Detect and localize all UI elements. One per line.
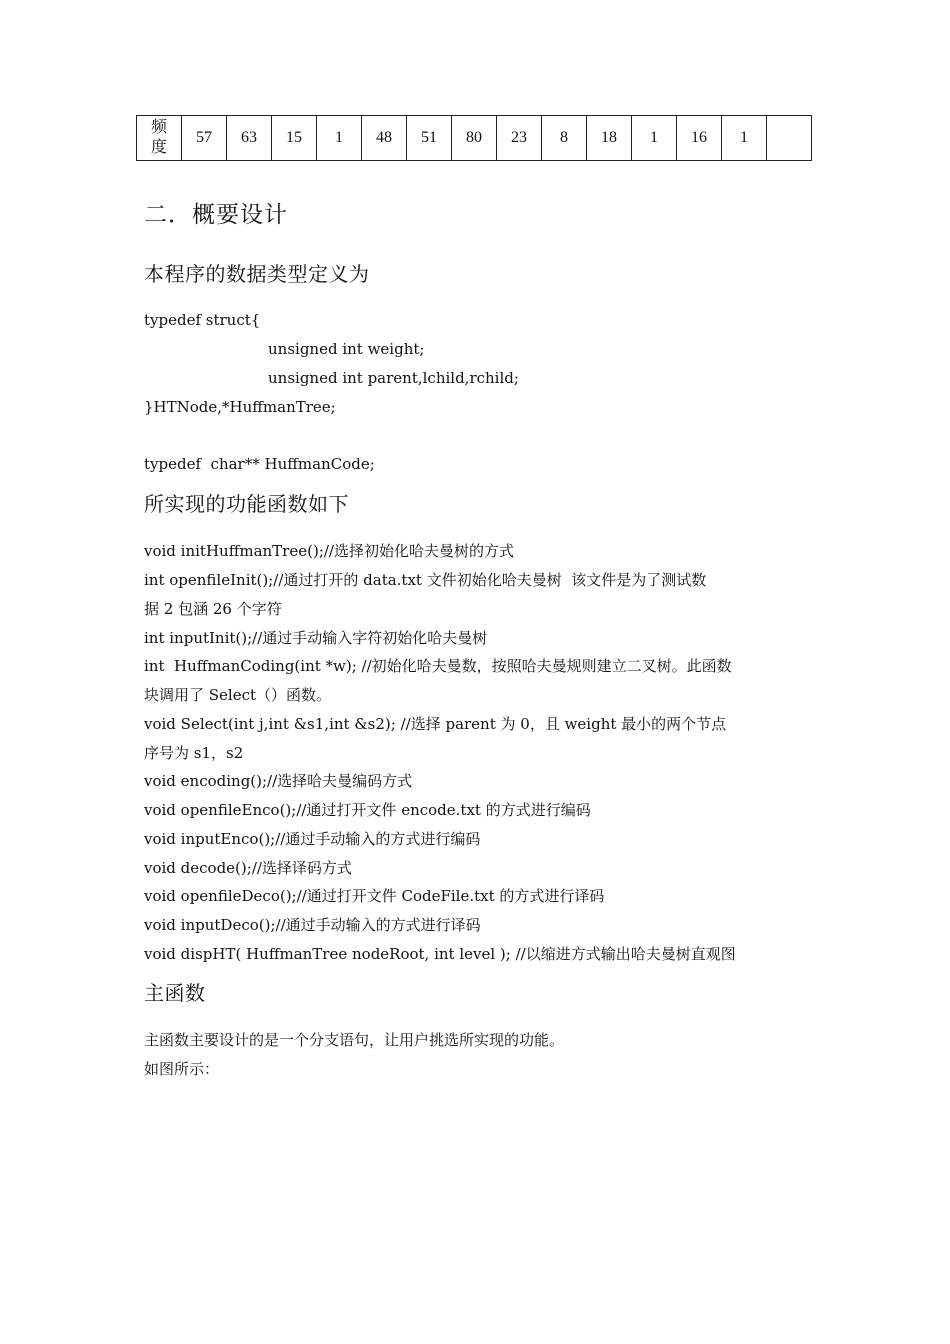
function-line: 序号为 s1，s2 xyxy=(144,744,244,762)
table-cell: 1 xyxy=(317,116,362,161)
code-line: typedef char** HuffmanCode; xyxy=(144,455,375,473)
function-line: int inputInit();//通过手动输入字符初始化哈夫曼树 xyxy=(144,629,488,647)
table-cell: 48 xyxy=(362,116,407,161)
frequency-table xyxy=(136,115,812,161)
function-line: void encoding();//选择哈夫曼编码方式 xyxy=(144,772,413,790)
function-line: void dispHT( HuffmanTree nodeRoot, int level ); //以缩进方式输出哈夫曼树直观图 xyxy=(144,945,736,963)
function-line: void Select(int j,int &s1,int &s2); //选择 parent 为 0，且 weight 最小的两个节点 xyxy=(144,715,727,733)
table-cell: 8 xyxy=(542,116,587,161)
code-line: }HTNode,*HuffmanTree; xyxy=(144,398,336,416)
table-row xyxy=(137,116,812,161)
data-type-heading: 本程序的数据类型定义为 xyxy=(144,262,370,286)
table-cell: 1 xyxy=(722,116,767,161)
table-cell: 16 xyxy=(677,116,722,161)
function-line: void inputDeco();//通过手动输入的方式进行译码 xyxy=(144,916,481,934)
table-cell: 15 xyxy=(272,116,317,161)
code-line: unsigned int weight; xyxy=(268,340,425,358)
functions-heading: 所实现的功能函数如下 xyxy=(144,492,349,516)
table-cell: 1 xyxy=(632,116,677,161)
function-line: void initHuffmanTree();//选择初始化哈夫曼树的方式 xyxy=(144,542,514,560)
table-cell: 51 xyxy=(407,116,452,161)
code-line: typedef struct{ xyxy=(144,311,261,329)
main-text-line: 如图所示： xyxy=(144,1060,220,1078)
function-line: int HuffmanCoding(int *w); //初始化哈夫曼数，按照哈夫曼规则建立二叉树。此函数 xyxy=(144,657,732,675)
table-header-label: 频度 xyxy=(150,119,167,156)
function-line: void openfileDeco();//通过打开文件 CodeFile.txt 的方式进行译码 xyxy=(144,887,605,905)
function-line: 据 2 包涵 26 个字符 xyxy=(144,600,282,618)
main-heading: 主函数 xyxy=(144,981,206,1005)
function-line: void openfileEnco();//通过打开文件 encode.txt 的方式进行编码 xyxy=(144,801,591,819)
section-title: 二．概要设计 xyxy=(144,202,288,228)
function-line: int openfileInit();//通过打开的 data.txt 文件初始化哈夫曼树 该文件是为了测试数 xyxy=(144,571,707,589)
function-line: void decode();//选择译码方式 xyxy=(144,859,352,877)
table-cell: 57 xyxy=(182,116,227,161)
table-cell: 63 xyxy=(227,116,272,161)
table-cell: 80 xyxy=(452,116,497,161)
table-cell: 23 xyxy=(497,116,542,161)
main-text-line: 主函数主要设计的是一个分支语句，让用户挑选所实现的功能。 xyxy=(144,1031,565,1049)
table-cell xyxy=(767,116,812,161)
table-header-cell xyxy=(137,116,182,161)
function-line: void inputEnco();//通过手动输入的方式进行编码 xyxy=(144,830,481,848)
function-line: 块调用了 Select（）函数。 xyxy=(144,686,332,704)
code-line: unsigned int parent,lchild,rchild; xyxy=(268,369,519,387)
table-cell: 18 xyxy=(587,116,632,161)
